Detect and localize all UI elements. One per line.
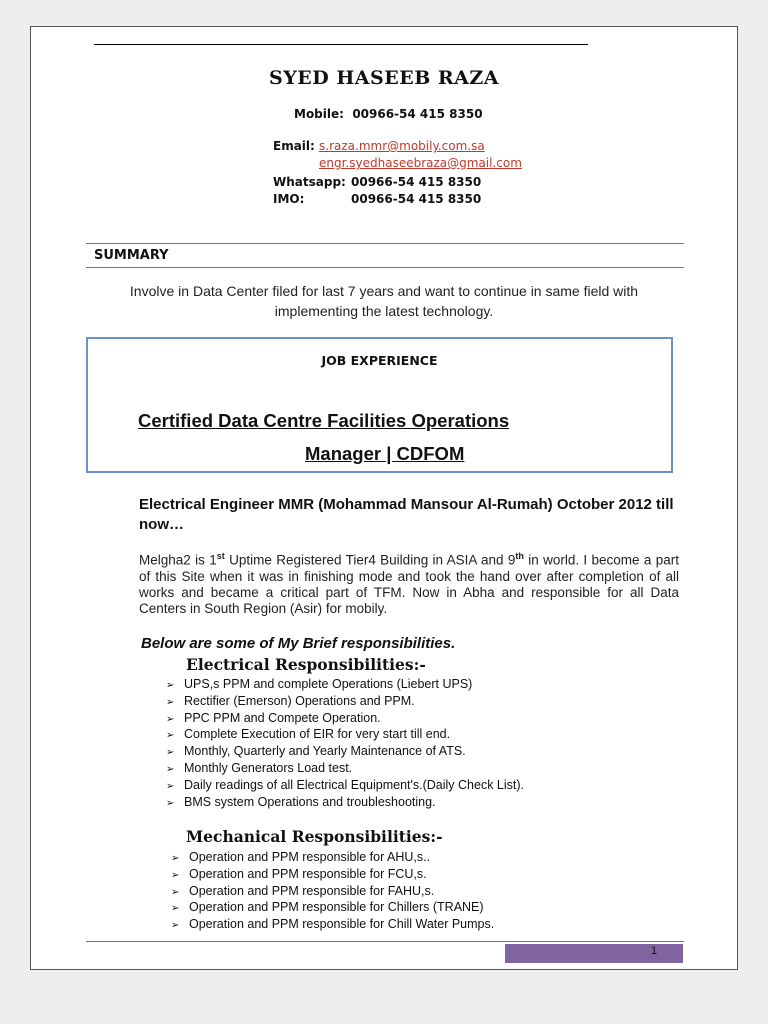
whatsapp-label: Whatsapp: bbox=[273, 175, 346, 189]
list-item-text: UPS,s PPM and complete Operations (Liebert UPS) bbox=[184, 677, 473, 691]
email-link-personal[interactable]: engr.syedhaseebraza@gmail.com bbox=[319, 156, 522, 170]
list-item bbox=[171, 866, 494, 883]
arrowhead-bullet-icon: ➢ bbox=[166, 780, 175, 792]
imo-value: 00966-54 415 8350 bbox=[351, 192, 482, 206]
list-item-text: Daily readings of all Electrical Equipment's.(Daily Check List). bbox=[184, 777, 525, 792]
job-experience-box bbox=[86, 337, 673, 473]
arrowhead-bullet-icon: ➢ bbox=[166, 747, 175, 759]
arrowhead-bullet-icon: ➢ bbox=[166, 730, 175, 742]
arrowhead-bullet-icon: ➢ bbox=[171, 886, 180, 898]
list-item-text: Operation and PPM responsible for AHU,s.. bbox=[189, 850, 431, 864]
whatsapp-value: 00966-54 415 8350 bbox=[351, 175, 482, 189]
document-page bbox=[30, 26, 738, 970]
arrowhead-bullet-icon: ➢ bbox=[171, 853, 180, 864]
summary-heading: SUMMARY bbox=[94, 248, 169, 263]
summary-line-2: implementing the latest technology. bbox=[274, 303, 494, 319]
summary-text bbox=[101, 281, 667, 321]
list-item bbox=[166, 726, 524, 743]
list-item-text: Complete Execution of EIR for very start till end. bbox=[184, 727, 451, 742]
arrowhead-bullet-icon: ➢ bbox=[166, 696, 175, 708]
list-item-text: Monthly, Quarterly and Yearly Maintenance of ATS. bbox=[184, 744, 466, 759]
certification-line-1: Certified Data Centre Facilities Operations bbox=[138, 410, 510, 431]
list-item-text: Operation and PPM responsible for FAHU,s. bbox=[189, 883, 435, 898]
summary-bottom-rule bbox=[86, 267, 684, 268]
arrowhead-bullet-icon: ➢ bbox=[166, 713, 175, 725]
list-item bbox=[166, 710, 524, 727]
mobile-value: 00966-54 415 8350 bbox=[352, 107, 483, 121]
superscript-st: st bbox=[216, 551, 225, 561]
mobile-label: Mobile: bbox=[294, 107, 344, 121]
responsibilities-intro: Below are some of My Brief responsibilities. bbox=[141, 635, 456, 652]
arrowhead-bullet-icon: ➢ bbox=[171, 903, 180, 915]
job-description bbox=[139, 548, 679, 617]
list-item-text: BMS system Operations and troubleshooting. bbox=[184, 794, 436, 809]
candidate-name: SYED HASEEB RAZA bbox=[268, 67, 500, 89]
list-item-text: PPC PPM and Compete Operation. bbox=[184, 710, 381, 725]
email-link-work[interactable]: s.raza.mmr@mobily.com.sa bbox=[319, 139, 485, 153]
list-item bbox=[166, 693, 524, 710]
list-item bbox=[171, 899, 494, 916]
list-item bbox=[166, 760, 524, 777]
description-part-b: Uptime Registered Tier4 Building in ASIA and 9 bbox=[224, 552, 516, 568]
arrowhead-bullet-icon: ➢ bbox=[166, 680, 175, 691]
description-part-a: Melgha2 is 1 bbox=[139, 552, 217, 568]
mechanical-list bbox=[171, 849, 494, 933]
arrowhead-bullet-icon: ➢ bbox=[166, 797, 175, 809]
summary-line-1: Involve in Data Center filed for last 7 years and want to continue in same field with bbox=[129, 283, 639, 299]
footer-rule bbox=[86, 941, 684, 942]
list-item-text: Monthly Generators Load test. bbox=[184, 760, 353, 775]
list-item bbox=[166, 676, 524, 693]
imo-label: IMO: bbox=[273, 192, 305, 206]
electrical-list bbox=[166, 676, 524, 810]
list-item bbox=[171, 849, 494, 866]
list-item-text: Rectifier (Emerson) Operations and PPM. bbox=[184, 693, 415, 708]
electrical-section-title: Electrical Responsibilities:- bbox=[186, 655, 426, 674]
arrowhead-bullet-icon: ➢ bbox=[171, 869, 180, 881]
mechanical-section-title: Mechanical Responsibilities:- bbox=[186, 827, 443, 846]
list-item bbox=[171, 916, 494, 933]
superscript-th: th bbox=[515, 551, 524, 561]
arrowhead-bullet-icon: ➢ bbox=[171, 920, 180, 932]
mobile-line bbox=[294, 107, 483, 121]
certification-line-2: Manager | CDFOM bbox=[305, 443, 465, 464]
list-item-text: Operation and PPM responsible for Chill Water Pumps. bbox=[189, 917, 495, 932]
list-item bbox=[171, 883, 494, 900]
page-number: 1 bbox=[651, 945, 658, 957]
top-rule bbox=[94, 44, 588, 45]
email-label: Email: bbox=[273, 139, 315, 153]
job-role-title: Electrical Engineer MMR (Mohammad Mansour Al-Rumah) October 2012 till now… bbox=[139, 496, 674, 533]
arrowhead-bullet-icon: ➢ bbox=[166, 763, 175, 775]
list-item-text: Operation and PPM responsible for Chillers (TRANE) bbox=[189, 900, 484, 915]
list-item bbox=[166, 794, 524, 811]
list-item-text: Operation and PPM responsible for FCU,s. bbox=[189, 866, 427, 881]
list-item bbox=[166, 777, 524, 794]
list-item bbox=[166, 743, 524, 760]
summary-top-rule bbox=[86, 243, 684, 244]
job-experience-label: JOB EXPERIENCE bbox=[321, 353, 438, 368]
description-part-c: in world. I become a part of this Site when it was in finishing mode and took the hand over after completion of all works and became a critical part of TFM. Now in Abha and responsible for all Data Centers in South Region (Asir) for mobily. bbox=[139, 552, 680, 616]
